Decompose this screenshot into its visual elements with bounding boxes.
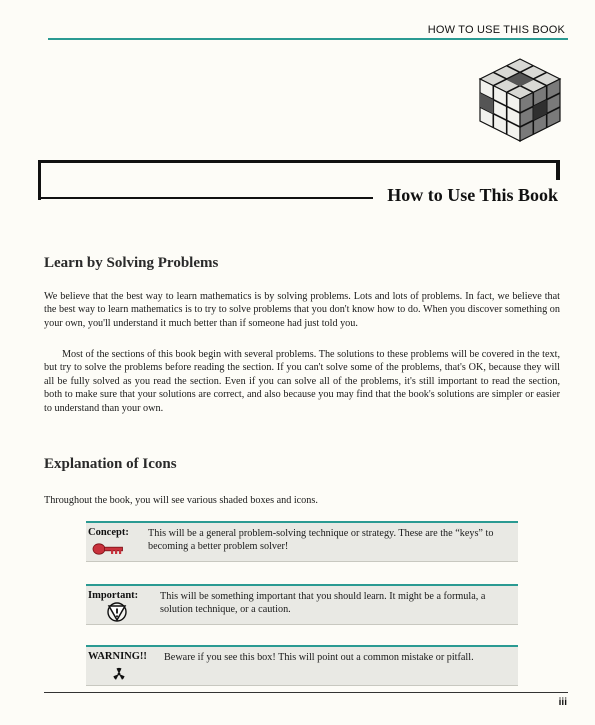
footer-rule — [44, 692, 568, 693]
paragraph-icons-intro: Throughout the book, you will see various shaded boxes and icons. — [44, 495, 318, 506]
warning-box — [86, 645, 518, 686]
box-label: Important: — [88, 590, 139, 601]
title-frame-right-rule — [556, 160, 560, 180]
radiation-icon — [112, 667, 126, 681]
box-accent-stripe — [86, 645, 518, 647]
key-icon — [92, 542, 124, 556]
title-frame-bottom-rule — [38, 197, 373, 199]
box-accent-stripe — [86, 584, 518, 586]
header-rule — [48, 38, 568, 40]
box-text: This will be a general problem-solving technique or strategy. These are the “keys” to becoming a better problem solver! — [148, 528, 494, 552]
box-label: WARNING!! — [88, 651, 147, 662]
title-frame-top-rule — [38, 160, 560, 163]
title-frame-left-rule — [38, 160, 41, 200]
box-label: Concept: — [88, 527, 129, 538]
running-header: HOW TO USE THIS BOOK — [427, 24, 565, 36]
warning-triangle-icon — [106, 602, 128, 622]
box-accent-stripe — [86, 521, 518, 523]
box-text: Beware if you see this box! This will point out a common mistake or pitfall. — [164, 652, 474, 663]
concept-box — [86, 521, 518, 562]
paragraph-learn-2: Most of the sections of this book begin with several problems. The solutions to these problems will be covered in the text, but try to solve the problems before reading the section. If you can't solve some of the problems, that's OK, because they will all be fully solved as you read the section. Even if you can solve all of the problems, it's still important to read the section, both to make sure that your solutions are correct, and also because you may find that the book's solutions are simpler or easier to understand than your own. — [44, 349, 560, 414]
chapter-title: How to Use This Book — [387, 185, 558, 205]
box-text: This will be something important that you should learn. It might be a formula, a solution technique, or a caution. — [160, 591, 486, 615]
rubiks-cube-icon — [477, 57, 563, 143]
page-number: iii — [558, 697, 567, 708]
section-heading-learn: Learn by Solving Problems — [44, 255, 219, 271]
paragraph-learn-1: We believe that the best way to learn mathematics is by solving problems. Lots and lots of problems. In fact, we believe that the best way to learn mathematics is to try to solve problems that you don't know how to do. When you discover something on your own, you'll understand it much better than if someone had just told you. — [44, 291, 560, 329]
section-heading-icons: Explanation of Icons — [44, 456, 177, 472]
important-box — [86, 584, 518, 625]
